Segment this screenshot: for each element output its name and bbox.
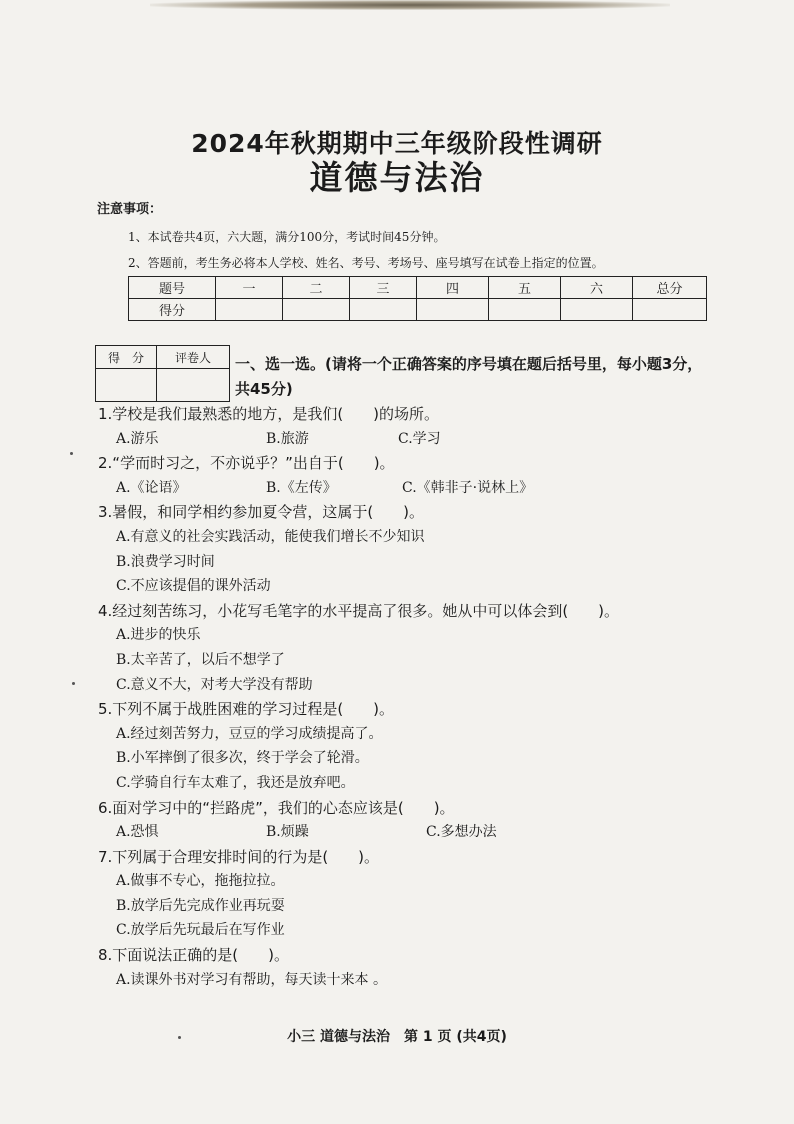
- score-input-cell[interactable]: [216, 299, 283, 321]
- option-c[interactable]: C.学习: [398, 430, 441, 447]
- grader-name-label: 评卷人: [157, 346, 230, 369]
- option-a[interactable]: A.读课外书对学习有帮助，每天读十来本 。: [116, 971, 388, 988]
- grader-score-cell[interactable]: [96, 369, 157, 402]
- option-b[interactable]: B.烦躁: [266, 824, 309, 841]
- option-a[interactable]: A.经过刻苦努力，豆豆的学习成绩提高了。: [116, 725, 383, 742]
- score-input-cell[interactable]: [561, 299, 633, 321]
- page-footer: 小三 道德与法治 第 1 页 (共4页): [287, 1029, 507, 1045]
- notice-item-2: 2、答题前，考生务必将本人学校、姓名、考号、考场号、座号填写在试卷上指定的位置。: [128, 256, 604, 270]
- question-8: [98, 943, 718, 992]
- question-stem: 4.经过刻苦练习，小花写毛笔字的水平提高了很多。她从中可以体会到( )。: [98, 601, 620, 620]
- question-7: [98, 845, 718, 943]
- question-5: [98, 697, 718, 795]
- option-b[interactable]: B.《左传》: [266, 479, 337, 496]
- score-input-cell[interactable]: [417, 299, 489, 321]
- score-table: [128, 276, 707, 321]
- score-header-cell: 五: [489, 277, 561, 299]
- option-a[interactable]: A.做事不专心，拖拖拉拉。: [116, 873, 285, 890]
- question-stem: 1.学校是我们最熟悉的地方，是我们( )的场所。: [98, 405, 440, 423]
- scan-speck: [70, 452, 73, 455]
- option-b[interactable]: B.小军摔倒了很多次，终于学会了轮滑。: [116, 750, 369, 767]
- option-b[interactable]: B.旅游: [266, 430, 309, 447]
- score-header-cell: 总分: [633, 277, 707, 299]
- score-header-cell: 四: [417, 277, 489, 299]
- score-row-label: 得分: [129, 299, 216, 321]
- question-stem: 5.下列不属于战胜困难的学习过程是( )。: [98, 700, 395, 719]
- question-stem: 2.“学而时习之，不亦说乎？”出自于( )。: [98, 454, 395, 473]
- option-b[interactable]: B.放学后先完成作业再玩耍: [116, 897, 285, 914]
- score-input-cell[interactable]: [350, 299, 417, 321]
- options-row: [98, 427, 718, 452]
- score-table-score-row: [129, 299, 707, 321]
- question-list: [98, 402, 718, 992]
- scan-speck: [178, 1036, 181, 1039]
- option-c[interactable]: C.不应该提倡的课外活动: [116, 578, 271, 595]
- question-1: [98, 402, 718, 451]
- question-3: [98, 500, 718, 598]
- score-header-cell: 一: [216, 277, 283, 299]
- score-header-cell: 二: [283, 277, 350, 299]
- notice-label: 注意事项：: [97, 202, 163, 217]
- grader-name-cell[interactable]: [157, 369, 230, 402]
- option-a[interactable]: A.进步的快乐: [116, 627, 201, 644]
- question-2: [98, 451, 718, 500]
- section-heading: 一、选一选。(请将一个正确答案的序号填在题后括号里，每小题3分，共45分): [235, 355, 703, 398]
- options-row: [98, 476, 718, 501]
- option-b[interactable]: B.浪费学习时间: [116, 553, 215, 570]
- score-table-header-row: [129, 277, 707, 299]
- option-a[interactable]: A.游乐: [116, 430, 159, 447]
- option-c[interactable]: C.放学后先玩最后在写作业: [116, 922, 285, 939]
- grader-score-label: 得 分: [96, 346, 157, 369]
- score-header-cell: 题号: [129, 277, 216, 299]
- question-stem: 3.暑假，和同学相约参加夏令营，这属于( )。: [98, 503, 425, 522]
- option-c[interactable]: C.多想办法: [426, 824, 497, 841]
- option-c[interactable]: C.学骑自行车太难了，我还是放弃吧。: [116, 774, 355, 791]
- score-input-cell[interactable]: [489, 299, 561, 321]
- option-b[interactable]: B.太辛苦了，以后不想学了: [116, 651, 285, 668]
- option-c[interactable]: C.《韩非子·说林上》: [402, 479, 534, 496]
- question-6: [98, 796, 718, 845]
- options-row: [98, 820, 718, 845]
- option-a[interactable]: A.《论语》: [116, 479, 187, 496]
- score-header-cell: 三: [350, 277, 417, 299]
- exam-title: 2024年秋期期中三年级阶段性调研: [191, 129, 603, 158]
- notice-item-1: 1、本试卷共4页，六大题，满分100分，考试时间45分钟。: [128, 230, 446, 244]
- question-stem: 8.下面说法正确的是( )。: [98, 946, 290, 965]
- subject-title: 道德与法治: [309, 158, 485, 197]
- score-input-cell[interactable]: [633, 299, 707, 321]
- question-stem: 7.下列属于合理安排时间的行为是( )。: [98, 847, 380, 866]
- question-4: [98, 599, 718, 697]
- score-header-cell: 六: [561, 277, 633, 299]
- option-a[interactable]: A.恐惧: [116, 824, 159, 841]
- grader-table: [95, 345, 230, 402]
- scan-speck: [72, 682, 75, 685]
- scan-shadow: [150, 0, 670, 10]
- option-a[interactable]: A.有意义的社会实践活动，能使我们增长不少知识: [116, 528, 425, 545]
- score-input-cell[interactable]: [283, 299, 350, 321]
- option-c[interactable]: C.意义不大，对考大学没有帮助: [116, 676, 313, 693]
- question-stem: 6.面对学习中的“拦路虎”，我们的心态应该是( )。: [98, 798, 455, 817]
